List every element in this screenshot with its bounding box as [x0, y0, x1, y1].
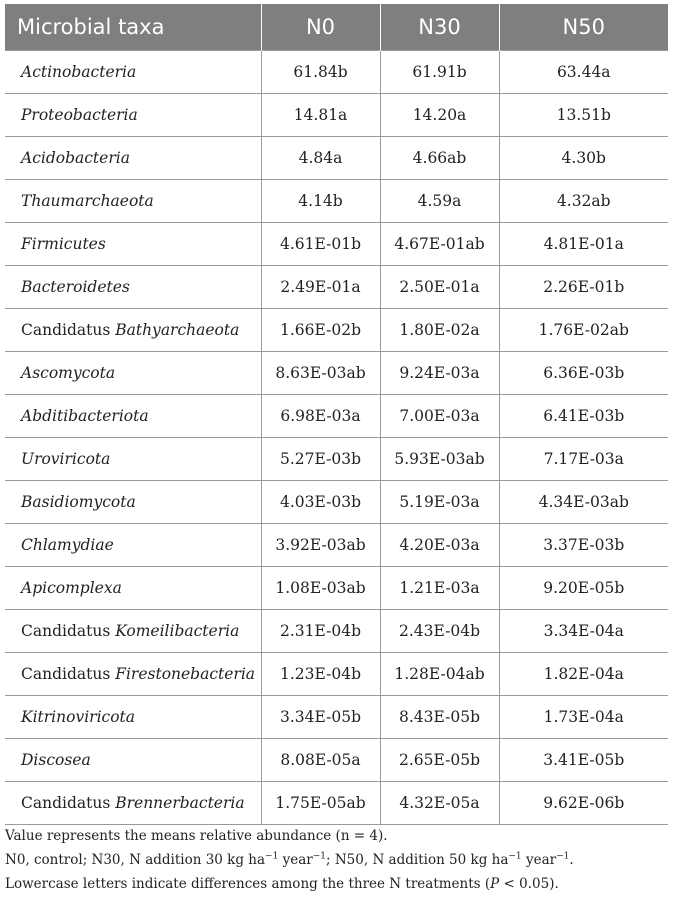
n50-value: 6.36E-03b	[499, 351, 668, 394]
taxon-name: Firmicutes	[21, 234, 106, 253]
table-body	[5, 50, 668, 824]
abundance-table	[5, 4, 668, 825]
n30-value: 4.66ab	[380, 136, 499, 179]
n30-value: 8.43E-05b	[380, 695, 499, 738]
header-n30: N30	[380, 4, 499, 50]
table-row	[5, 265, 668, 308]
table-row	[5, 222, 668, 265]
n0-value: 3.92E-03ab	[261, 523, 380, 566]
n50-value: 3.34E-04a	[499, 609, 668, 652]
taxon-name: Chlamydiae	[21, 535, 114, 554]
unit-exponent: −1	[556, 851, 570, 862]
table-row	[5, 523, 668, 566]
p-value-symbol: P	[490, 876, 500, 892]
table-row	[5, 695, 668, 738]
n0-value: 1.08E-03ab	[261, 566, 380, 609]
n0-value: 61.84b	[261, 50, 380, 93]
taxon-cell	[5, 738, 261, 781]
n30-value: 4.20E-03a	[380, 523, 499, 566]
n30-value: 1.21E-03a	[380, 566, 499, 609]
n0-value: 8.08E-05a	[261, 738, 380, 781]
taxon-name: Brennerbacteria	[115, 793, 245, 812]
n50-value: 9.62E-06b	[499, 781, 668, 824]
n50-value: 3.37E-03b	[499, 523, 668, 566]
n50-value: 1.76E-02ab	[499, 308, 668, 351]
unit-exponent: −1	[508, 851, 522, 862]
taxon-name: Thaumarchaeota	[21, 191, 154, 210]
footnote-treatments-part: ; N50, N addition 50 kg ha	[326, 852, 509, 868]
n0-value: 3.34E-05b	[261, 695, 380, 738]
n0-value: 4.14b	[261, 179, 380, 222]
unit-exponent: −1	[265, 851, 279, 862]
taxon-prefix: Candidatus	[21, 664, 116, 683]
n30-value: 1.28E-04ab	[380, 652, 499, 695]
n30-value: 2.43E-04b	[380, 609, 499, 652]
taxon-name: Actinobacteria	[21, 62, 137, 81]
n50-value: 1.73E-04a	[499, 695, 668, 738]
n50-value: 2.26E-01b	[499, 265, 668, 308]
n50-value: 4.30b	[499, 136, 668, 179]
taxon-cell	[5, 136, 261, 179]
table-row	[5, 394, 668, 437]
table-row	[5, 781, 668, 824]
n0-value: 4.84a	[261, 136, 380, 179]
n50-value: 9.20E-05b	[499, 566, 668, 609]
n50-value: 4.81E-01a	[499, 222, 668, 265]
n0-value: 1.23E-04b	[261, 652, 380, 695]
taxon-name: Discosea	[21, 750, 91, 769]
n30-value: 2.65E-05b	[380, 738, 499, 781]
table-row	[5, 566, 668, 609]
taxon-prefix: Candidatus	[21, 320, 116, 339]
n0-value: 4.61E-01b	[261, 222, 380, 265]
table-row	[5, 308, 668, 351]
footnote-significance-part: Lowercase letters indicate differences among the three N treatments (	[5, 876, 491, 892]
footnote-treatments	[5, 848, 668, 872]
n30-value: 4.67E-01ab	[380, 222, 499, 265]
n0-value: 2.31E-04b	[261, 609, 380, 652]
header-microbial-taxa: Microbial taxa	[5, 4, 261, 50]
taxon-name: Abditibacteriota	[21, 406, 149, 425]
n30-value: 9.24E-03a	[380, 351, 499, 394]
footnote-treatments-part: N0, control; N30, N addition 30 kg ha	[5, 852, 266, 868]
footnote-significance	[5, 872, 668, 896]
table-header-row	[5, 4, 668, 50]
table-row	[5, 480, 668, 523]
table-footnotes	[5, 824, 668, 896]
n30-value: 61.91b	[380, 50, 499, 93]
taxon-cell	[5, 351, 261, 394]
table-row	[5, 93, 668, 136]
taxon-name: Apicomplexa	[21, 578, 122, 597]
taxon-cell	[5, 308, 261, 351]
taxon-name: Basidiomycota	[21, 492, 136, 511]
table-row	[5, 609, 668, 652]
table-row	[5, 179, 668, 222]
taxon-name: Acidobacteria	[21, 148, 130, 167]
n30-value: 4.32E-05a	[380, 781, 499, 824]
taxon-name: Komeilibacteria	[115, 621, 240, 640]
taxon-cell	[5, 480, 261, 523]
n30-value: 2.50E-01a	[380, 265, 499, 308]
taxon-cell	[5, 781, 261, 824]
n0-value: 6.98E-03a	[261, 394, 380, 437]
footnote-significance-part: < 0.05).	[499, 876, 559, 892]
n30-value: 4.59a	[380, 179, 499, 222]
taxon-name: Bathyarchaeota	[115, 320, 240, 339]
taxon-cell	[5, 265, 261, 308]
taxon-cell	[5, 609, 261, 652]
table-row	[5, 351, 668, 394]
n50-value: 4.34E-03ab	[499, 480, 668, 523]
header-n0: N0	[261, 4, 380, 50]
n50-value: 6.41E-03b	[499, 394, 668, 437]
taxon-cell	[5, 566, 261, 609]
n0-value: 4.03E-03b	[261, 480, 380, 523]
taxon-cell	[5, 222, 261, 265]
n50-value: 7.17E-03a	[499, 437, 668, 480]
taxon-cell	[5, 50, 261, 93]
taxon-cell	[5, 695, 261, 738]
taxon-name: Firestonebacteria	[115, 664, 256, 683]
taxon-prefix: Candidatus	[21, 793, 116, 812]
taxon-cell	[5, 652, 261, 695]
taxon-name: Ascomycota	[21, 363, 116, 382]
n50-value: 1.82E-04a	[499, 652, 668, 695]
taxon-cell	[5, 437, 261, 480]
n30-value: 5.19E-03a	[380, 480, 499, 523]
taxon-name: Uroviricota	[21, 449, 111, 468]
n30-value: 5.93E-03ab	[380, 437, 499, 480]
table-row	[5, 652, 668, 695]
footnote-sample-size: Value represents the means relative abundance (n = 4).	[5, 828, 388, 844]
n0-value: 8.63E-03ab	[261, 351, 380, 394]
n50-value: 13.51b	[499, 93, 668, 136]
n0-value: 14.81a	[261, 93, 380, 136]
n30-value: 1.80E-02a	[380, 308, 499, 351]
n50-value: 3.41E-05b	[499, 738, 668, 781]
taxon-name: Proteobacteria	[21, 105, 138, 124]
n0-value: 1.66E-02b	[261, 308, 380, 351]
n0-value: 2.49E-01a	[261, 265, 380, 308]
taxon-cell	[5, 93, 261, 136]
table-row	[5, 437, 668, 480]
table-row	[5, 136, 668, 179]
footnote-treatments-part: year	[278, 852, 313, 868]
unit-exponent: −1	[312, 851, 327, 862]
taxon-prefix: Candidatus	[21, 621, 116, 640]
taxon-cell	[5, 179, 261, 222]
n30-value: 7.00E-03a	[380, 394, 499, 437]
n0-value: 1.75E-05ab	[261, 781, 380, 824]
taxon-cell	[5, 523, 261, 566]
table-row	[5, 50, 668, 93]
n30-value: 14.20a	[380, 93, 499, 136]
n50-value: 63.44a	[499, 50, 668, 93]
header-n50: N50	[499, 4, 668, 50]
footnote-treatments-part: year	[521, 852, 557, 868]
taxon-cell	[5, 394, 261, 437]
table-row	[5, 738, 668, 781]
taxon-name: Bacteroidetes	[21, 277, 130, 296]
n50-value: 4.32ab	[499, 179, 668, 222]
taxon-name: Kitrinoviricota	[21, 707, 136, 726]
footnote-treatments-part: .	[569, 852, 574, 868]
n0-value: 5.27E-03b	[261, 437, 380, 480]
